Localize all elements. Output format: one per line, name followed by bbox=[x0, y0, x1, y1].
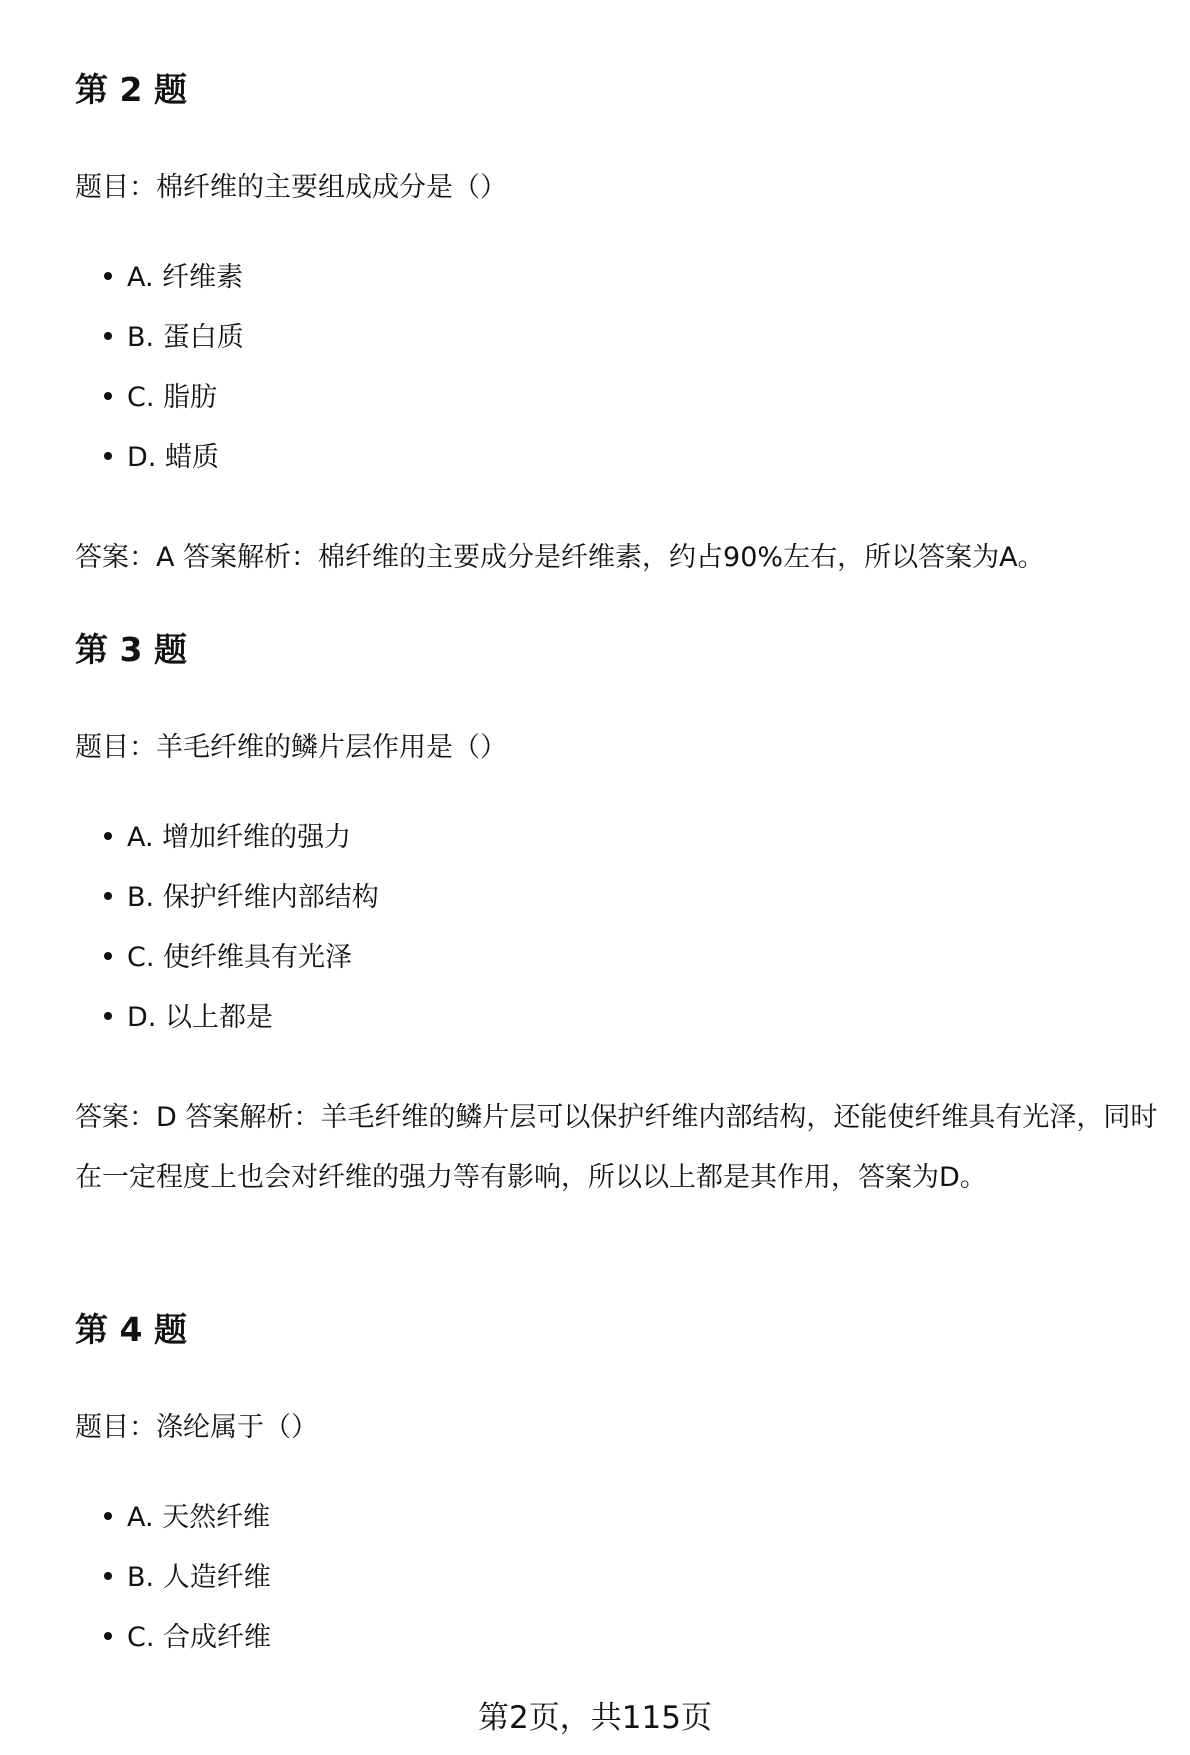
question-2-option-d: D. 蜡质 bbox=[104, 438, 219, 478]
bullet-icon bbox=[104, 392, 112, 400]
question-3-stem: 题目：羊毛纤维的鳞片层作用是（） bbox=[75, 732, 507, 763]
bullet-icon bbox=[104, 272, 112, 280]
question-2-stem: 题目：棉纤维的主要组成成分是（） bbox=[75, 172, 507, 203]
question-3-option-c: C. 使纤维具有光泽 bbox=[104, 938, 352, 978]
question-3-answer: 答案：D 答案解析：羊毛纤维的鳞片层可以保护纤维内部结构，还能使纤维具有光泽，同时在一定程度上也会对纤维的强力等有影响，所以以上都是其作用，答案为D。 bbox=[75, 1102, 1158, 1193]
question-4-stem: 题目：涤纶属于（） bbox=[75, 1412, 318, 1443]
question-3-option-a: A. 增加纤维的强力 bbox=[104, 818, 351, 858]
question-3-option-d: D. 以上都是 bbox=[104, 998, 273, 1038]
question-3-option-b: B. 保护纤维内部结构 bbox=[104, 878, 379, 918]
question-3-title: 第 3 题 bbox=[75, 630, 187, 669]
bullet-icon bbox=[104, 892, 112, 900]
question-4-option-b: B. 人造纤维 bbox=[104, 1558, 271, 1598]
bullet-icon bbox=[104, 832, 112, 840]
question-2-option-b: B. 蛋白质 bbox=[104, 318, 244, 358]
question-2-title: 第 2 题 bbox=[75, 70, 187, 109]
question-2-answer: 答案：A 答案解析：棉纤维的主要成分是纤维素，约占90%左右，所以答案为A。 bbox=[75, 542, 1045, 573]
question-2-option-a: A. 纤维素 bbox=[104, 258, 243, 298]
bullet-icon bbox=[104, 1512, 112, 1520]
bullet-icon bbox=[104, 1012, 112, 1020]
bullet-icon bbox=[104, 1632, 112, 1640]
page-number-footer: 第2页，共115页 bbox=[478, 1700, 712, 1736]
bullet-icon bbox=[104, 1572, 112, 1580]
question-4-title: 第 4 题 bbox=[75, 1310, 187, 1349]
question-4-option-a: A. 天然纤维 bbox=[104, 1498, 270, 1538]
bullet-icon bbox=[104, 952, 112, 960]
bullet-icon bbox=[104, 452, 112, 460]
bullet-icon bbox=[104, 332, 112, 340]
question-4-option-c: C. 合成纤维 bbox=[104, 1618, 271, 1658]
question-2-option-c: C. 脂肪 bbox=[104, 378, 217, 418]
